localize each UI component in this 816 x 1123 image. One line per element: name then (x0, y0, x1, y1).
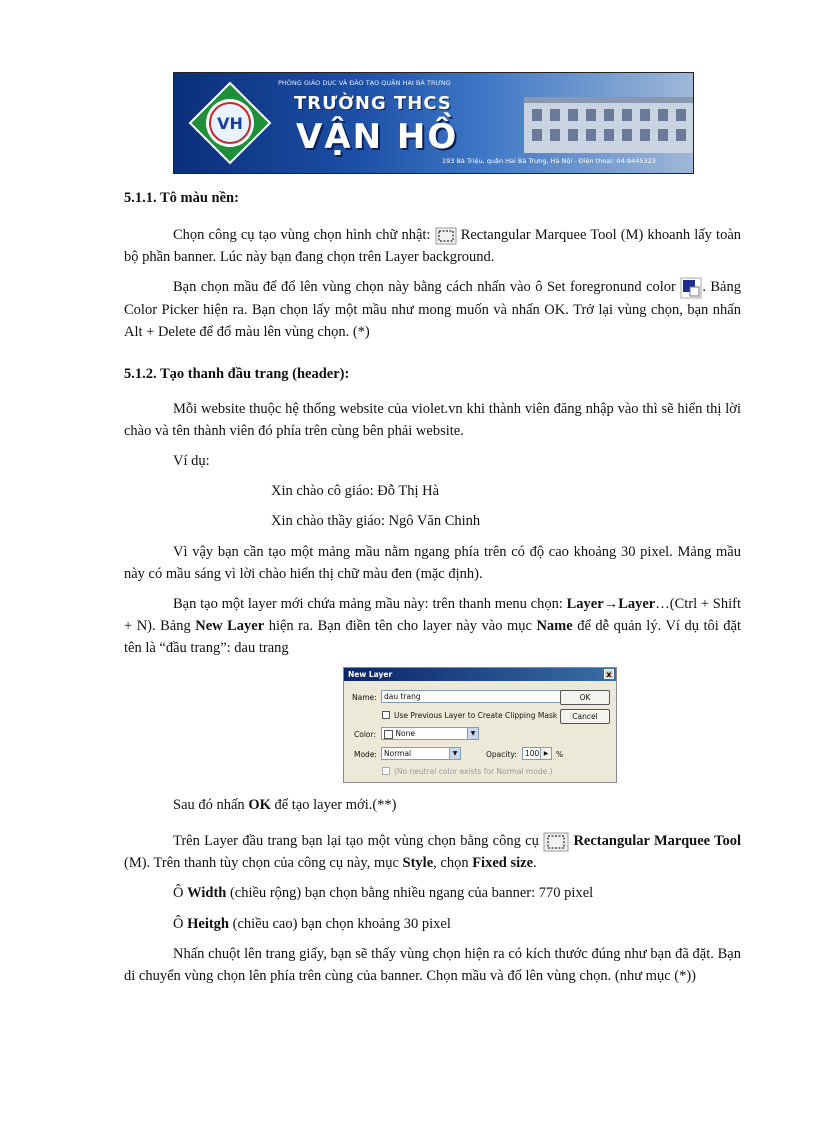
rectangular-marquee-icon (435, 227, 457, 245)
clipping-mask-label: Use Previous Layer to Create Clipping Mask (394, 711, 558, 720)
new-layer-dialog (343, 667, 617, 783)
paragraph-marquee-text-b: Rectangular Marquee Tool (M) khoanh lấy toàn bộ phần banner. Lúc này bạn đang chọn trên Layer background. (124, 227, 742, 265)
school-banner (173, 72, 694, 174)
foreground-color-swatch-icon (680, 277, 702, 299)
paragraph-violet: Mỗi website thuộc hệ thống website của violet.vn khi thành viên đăng nhập vào thì sẽ hiển thị lời chào và tên thành viên đó phía trên cùng bên phải website. (124, 401, 741, 439)
chevron-right-icon: ▶ (540, 748, 551, 759)
section-heading-5-1-1: 5.1.1. Tô màu nền: (124, 190, 239, 206)
name-input[interactable]: dau trang (381, 690, 571, 703)
close-icon[interactable]: x (604, 669, 614, 679)
paragraph-color-strip: Vì vậy bạn cần tạo một mảng mầu nằm ngang phía trên có độ cao khoảng 30 pixel. Mảng mầu này có mầu sáng vì lời chào hiển thị chữ màu đen (mặc định). (124, 544, 741, 582)
style-term: Style (402, 855, 434, 871)
example-line-1: Xin chào cô giáo: Đỗ Thị Hà (271, 483, 440, 499)
color-select-value: None (395, 729, 415, 738)
paragraph-fixed-size-text-a: Trên Layer đầu trang bạn lại tạo một vùng chọn bằng công cụ (173, 833, 539, 849)
dialog-title-bar (344, 668, 616, 681)
paragraph-foreground (124, 276, 741, 343)
paragraph-fixed-size (124, 830, 741, 874)
paragraph-new-layer-text-d: để dễ quản lý. Ví dụ tôi đặt tên là “đầu trang”: dau trang (124, 618, 742, 656)
banner-school-line2: VẬN HỒ (296, 117, 459, 157)
neutral-color-label: (No neutral color exists for Normal mode.) (394, 767, 553, 776)
opacity-value: 100 (525, 749, 540, 758)
banner-school-line1: TRƯỜNG THCS (294, 93, 452, 114)
paragraph-new-layer-text-a: Bạn tạo một layer mới chứa mảng mầu này: trên thanh menu chọn: (173, 596, 563, 612)
paragraph-fixed-size-text-b: (M). Trên thanh tùy chọn của công cụ này, mục (124, 855, 399, 871)
paragraph-width-text-a: Ô (173, 885, 184, 901)
mode-select-value: Normal (384, 749, 412, 758)
height-term: Heitgh (187, 916, 229, 932)
example-label: Ví dụ: (173, 453, 210, 469)
clipping-mask-checkbox[interactable] (382, 711, 390, 719)
ok-term: OK (248, 797, 271, 813)
banner-address: 193 Bà Triệu, quận Hai Bà Trưng, Hà Nội - Điện thoại: 04-9445323 (442, 157, 656, 165)
banner-top-line: PHÒNG GIÁO DỤC VÀ ĐÀO TẠO QUẬN HAI BÀ TRƯNG (278, 79, 451, 87)
dialog-title: New Layer (348, 670, 393, 679)
color-select[interactable] (381, 727, 479, 740)
paragraph-fixed-size-text-c: , chọn (433, 855, 469, 871)
paragraph-width-text-b: (chiều rộng) bạn chọn bằng nhiều ngang của banner: 770 pixel (229, 885, 594, 901)
menu-arrow: → (603, 596, 619, 612)
marquee-tool-term: Rectangular Marquee Tool (573, 833, 742, 849)
paragraph-height (124, 913, 741, 935)
paragraph-new-layer (124, 593, 741, 659)
paragraph-ok-text-a: Sau đó nhấn (173, 797, 245, 813)
new-layer-term: New Layer (195, 618, 265, 634)
menu-layer-1: Layer (566, 596, 604, 612)
chevron-down-icon: ▼ (467, 728, 478, 739)
fixed-size-term: Fixed size (472, 855, 534, 871)
paragraph-fixed-size-text-d: . (533, 855, 537, 871)
opacity-label: Opacity: (486, 750, 517, 759)
width-term: Width (187, 885, 227, 901)
cancel-button[interactable]: Cancel (560, 709, 610, 724)
opacity-input[interactable] (522, 747, 552, 760)
mode-label: Mode: (354, 750, 377, 759)
svg-text:VH: VH (217, 114, 243, 133)
section-heading-5-1-2: 5.1.2. Tạo thanh đầu trang (header): (124, 366, 350, 382)
paragraph-height-text-b: (chiều cao) bạn chọn khoảng 30 pixel (232, 916, 451, 932)
name-term: Name (536, 618, 573, 634)
chevron-down-icon: ▼ (449, 748, 460, 759)
paragraph-foreground-text-b: . Bảng Color Picker hiện ra. Bạn chọn lấy một mầu như mong muốn và nhấn OK. Trở lại vùng chọn, bạn nhấn Alt + Delete để đổ màu lên vùng chọn. (*) (124, 279, 741, 340)
menu-layer-2: Layer (618, 596, 656, 612)
paragraph-width (124, 882, 741, 904)
paragraph-marquee-text-a: Chọn công cụ tạo vùng chọn hình chữ nhật: (173, 227, 431, 243)
color-label: Color: (354, 730, 376, 739)
paragraph-ok-text-b: để tạo layer mới.(**) (274, 797, 397, 813)
opacity-unit: % (556, 750, 564, 759)
name-label: Name: (352, 693, 377, 702)
rectangular-marquee-icon (543, 832, 569, 852)
mode-select[interactable] (381, 747, 461, 760)
paragraph-foreground-text-a: Bạn chọn mầu để đổ lên vùng chọn này bằng cách nhấn vào ô Set foregronund color (173, 279, 676, 295)
paragraph-marquee (124, 224, 741, 268)
school-building-image (524, 87, 694, 153)
paragraph-ok (124, 794, 741, 816)
school-logo (188, 81, 272, 165)
color-swatch-icon (384, 730, 393, 739)
neutral-color-checkbox[interactable] (382, 767, 390, 775)
paragraph-new-layer-text-c: hiện ra. Bạn điền tên cho layer này vào mục (268, 618, 532, 634)
paragraph-new-layer-text-b: …(Ctrl + Shift + N). Bảng (124, 596, 741, 634)
paragraph-height-text-a: Ô (173, 916, 184, 932)
paragraph-final: Nhấn chuột lên trang giấy, bạn sẽ thấy vùng chọn hiện ra có kích thước đúng như bạn đã đặt. Bạn di chuyển vùng chọn lên phía trên cùng của banner. Chọn mầu và đổ lên vùng chọn. (như mục (*)) (124, 946, 741, 984)
ok-button[interactable]: OK (560, 690, 610, 705)
example-line-2: Xin chào thầy giáo: Ngô Văn Chinh (271, 513, 481, 529)
